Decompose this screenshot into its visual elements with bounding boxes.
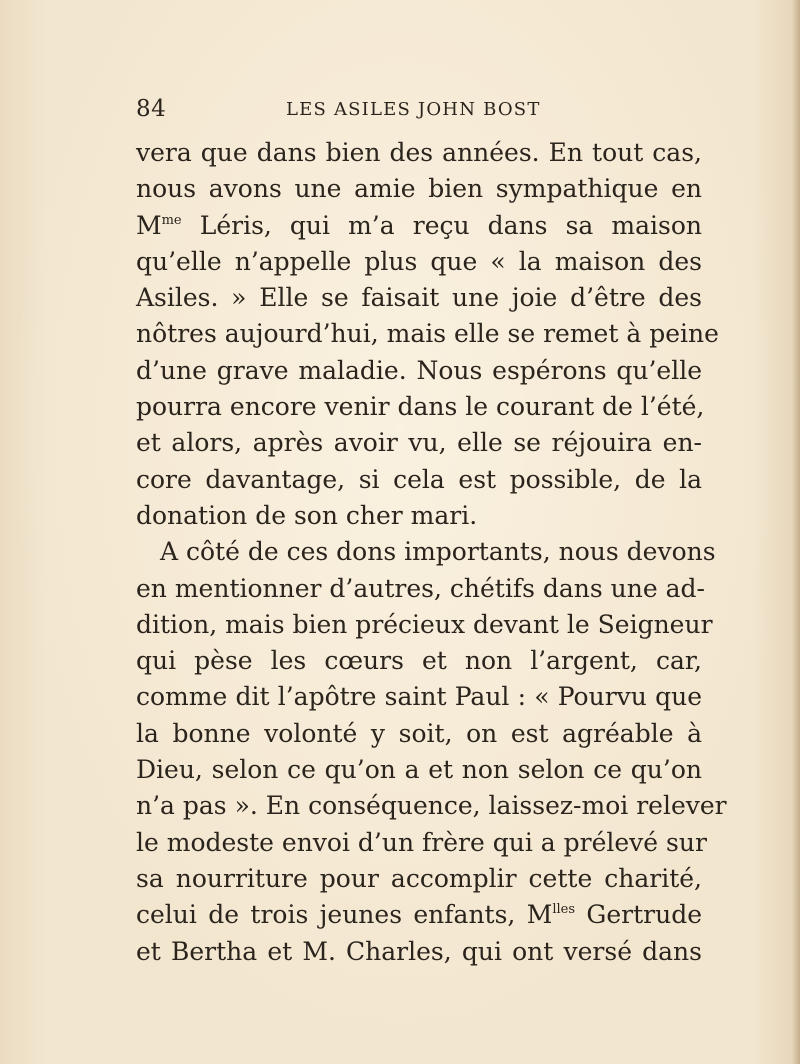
superscript: me — [161, 212, 182, 228]
text-line: la bonne volonté y soit, on est agréable à — [136, 718, 702, 748]
text-line: dition, mais bien précieux devant le Seigneur — [136, 609, 713, 639]
text-line: Dieu, selon ce qu’on a et non selon ce qu’on — [136, 755, 702, 785]
text-line: celui de trois jeunes enfants, $M^{lles}$ Gertrude — [136, 900, 702, 930]
text-line: en mentionner d’autres, chétifs dans une ad- — [136, 573, 705, 603]
text-line: A côté de ces dons importants, nous devons — [160, 537, 716, 567]
text-line: donation de son cher mari. — [136, 500, 478, 530]
text-line: n’a pas ». En conséquence, laissez-moi relever — [136, 791, 727, 821]
page-edge-shadow — [792, 0, 800, 1064]
text-line: Asiles. » Elle se faisait une joie d’être des — [136, 283, 702, 313]
text-line: qu’elle n’appelle plus que « la maison des — [136, 246, 702, 276]
text-line: nôtres aujourd’hui, mais elle se remet à peine — [136, 319, 719, 349]
text-line: pourra encore venir dans le courant de l’été, — [136, 392, 705, 422]
text-line: $M^{me}$ Léris, qui m’a reçu dans sa maison — [136, 210, 702, 240]
text-line: et Bertha et M. Charles, qui ont versé dans — [136, 936, 702, 966]
text-line: et alors, après avoir vu, elle se réjouira en- — [136, 428, 702, 458]
text-line: vera que dans bien des années. En tout cas, — [136, 138, 702, 167]
body-text — [136, 135, 727, 970]
text-line: le modeste envoi d’un frère qui a prélevé sur — [136, 827, 707, 857]
text-line: sa nourriture pour accomplir cette charité, — [136, 863, 702, 893]
text-line: comme dit l’apôtre saint Paul : « Pourvu que — [136, 682, 702, 712]
superscript: lles — [552, 902, 576, 918]
text-line: qui pèse les cœurs et non l’argent, car, — [136, 646, 702, 676]
page-number: 84 — [136, 96, 167, 122]
text-line: nous avons une amie bien sympathique en — [136, 174, 702, 204]
text-line: d’une grave maladie. Nous espérons qu’elle — [136, 355, 702, 385]
text-line: core davantage, si cela est possible, de la — [136, 464, 702, 494]
page-header — [136, 96, 702, 128]
running-title: LES ASILES JOHN BOST — [286, 99, 541, 120]
